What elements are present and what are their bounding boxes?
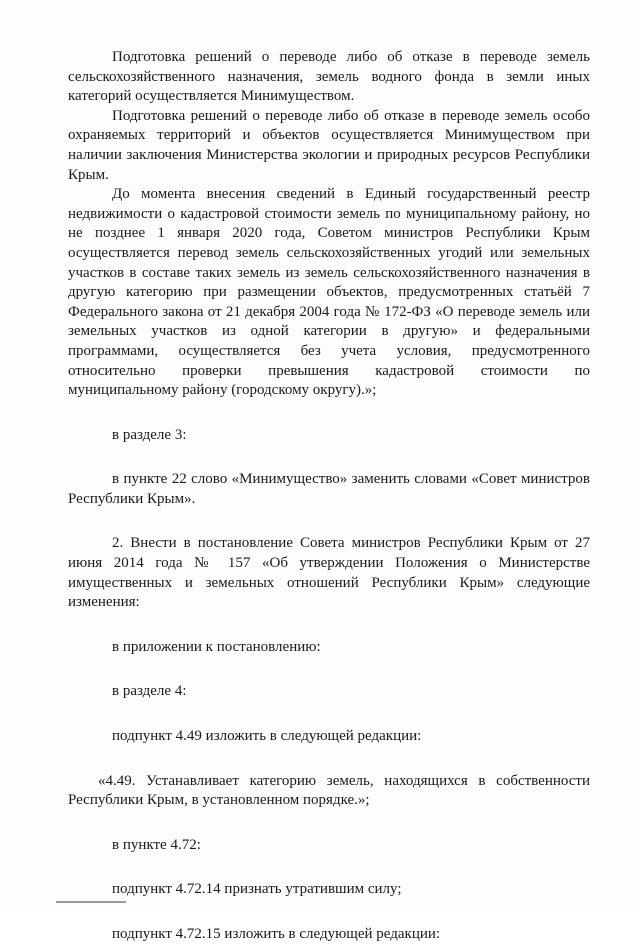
paragraph-appendix: в приложении к постановлению: — [112, 638, 321, 655]
paragraph-cadastral-registry: До момента внесения сведений в Единый государственный реестр недвижимости о кадастровой стоимости земель по муниципальному району, но не позднее 1 января 2020 года, Советом министров Республики Крым осуществляется перевод земель сельскохозяйственных угодий или земельных участков в составе таких земель из земель сельскохозяйственного назначения в другую категорию при размещении объектов, предусмотренных статьёй 7 Федерального закона от 21 декабря 2004 года № 172-ФЗ «О переводе земель или земельных участков из одной категории в другую» и федеральными программами, осуществляется без учета условия, предусмотренного относительно проверки превышения кадастровой стоимости по муниципальному району (городскому округу).»; — [68, 186, 590, 399]
paragraph-minimushchestvo-transfer: Подготовка решений о переводе либо об отказе в переводе земель сельскохозяйственного назначения, земель водного фонда в земли иных категорий осуществляется Минимуществом. — [68, 49, 590, 105]
paragraph-point-4-72: в пункте 4.72: — [112, 836, 201, 853]
paragraph-subpoint-4-49: подпункт 4.49 изложить в следующей редакции: — [112, 728, 422, 745]
paragraph-protected-territories: Подготовка решений о переводе либо об отказе в переводе земель особо охраняемых территорий и объектов осуществляется Минимуществом при наличии заключения Министерства экологии и природных ресурсов Республики Крым. — [68, 107, 590, 183]
paragraph-quote-4-49: «4.49. Устанавливает категорию земель, находящихся в собственности Республики Крым, в установленном порядке.»; — [68, 772, 590, 809]
paragraph-subpoint-4-72-15: подпункт 4.72.15 изложить в следующей редакции: — [112, 926, 441, 942]
paragraph-section-3: в разделе 3: — [112, 426, 187, 443]
paragraph-amend-resolution-157: 2. Внести в постановление Совета министров Республики Крым от 27 июня 2014 года № 157 «Об утверждении Положения о Министерстве имущественных и земельных отношений Республики Крым» следующие изменения: — [68, 535, 590, 611]
paragraph-section-4: в разделе 4: — [112, 683, 187, 700]
paragraph-subpoint-4-72-14: подпункт 4.72.14 признать утратившим силу; — [112, 881, 402, 898]
page-edge-mark — [56, 901, 126, 903]
paragraph-point-22: в пункте 22 слово «Минимущество» заменить словами «Совет министров Республики Крым». — [68, 471, 590, 507]
document-body — [68, 48, 590, 945]
